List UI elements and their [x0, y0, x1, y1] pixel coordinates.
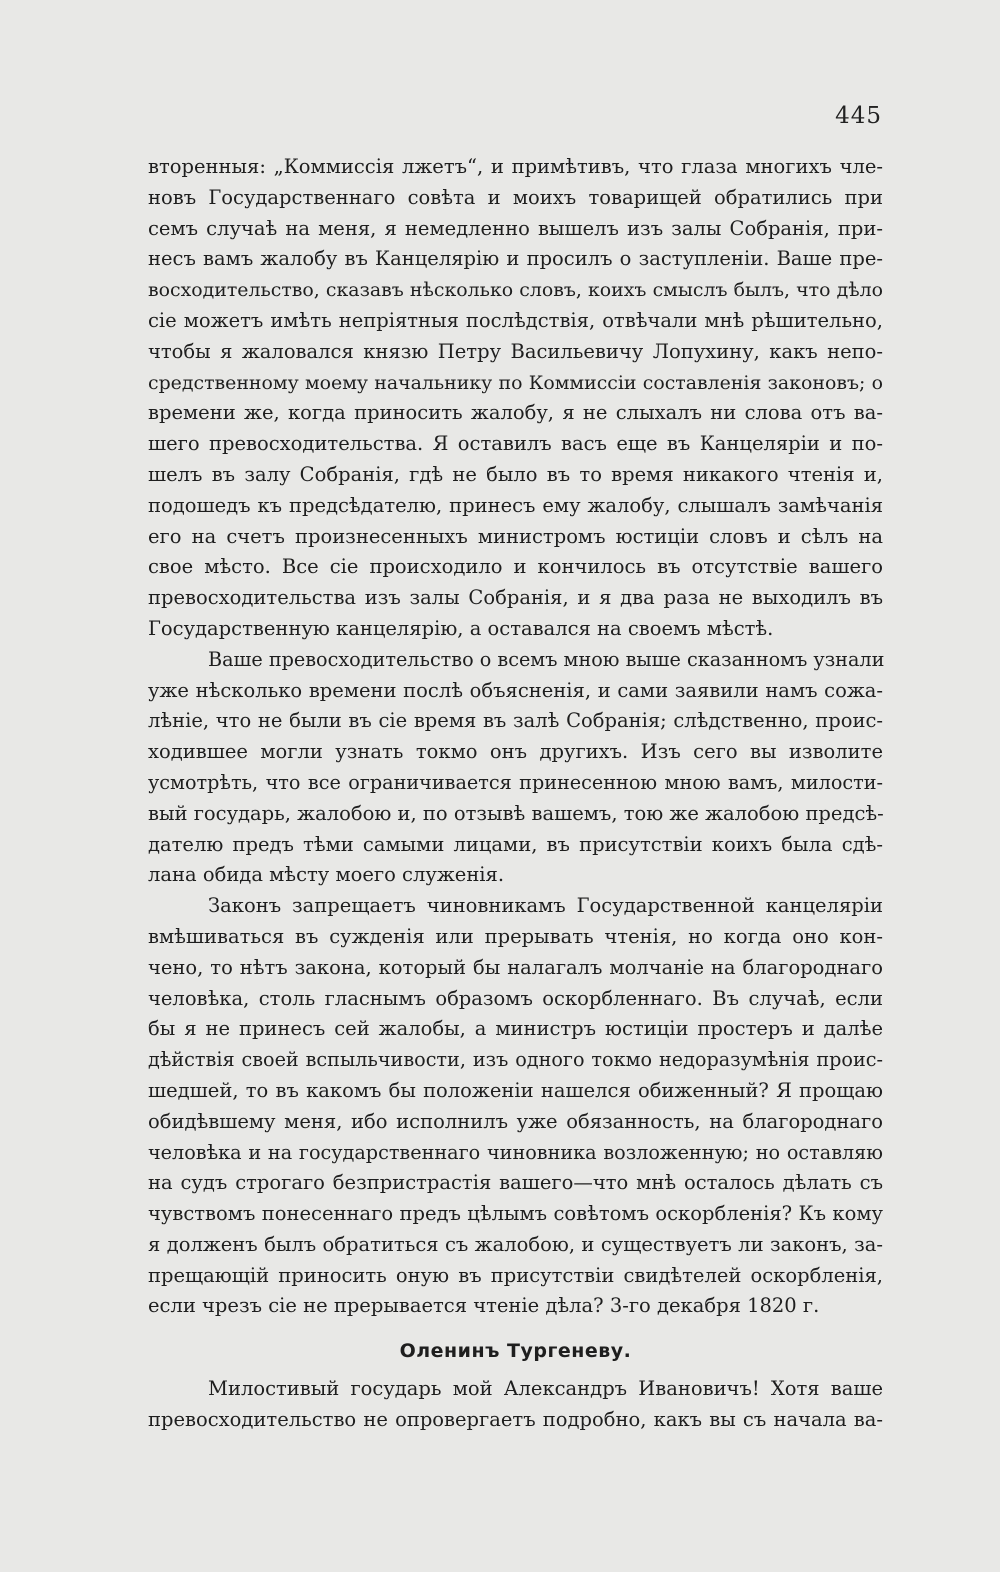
text-line: усмотрѣть, что все ограничивается принесенною мною вамъ, милости- [148, 770, 883, 794]
text-line: дателю предъ тѣми самыми лицами, въ присутствіи коихъ была сдѣ- [148, 832, 883, 856]
text-line: чено, то нѣтъ закона, который бы налагалъ молчаніе на благороднаго [148, 955, 883, 979]
text-line: бы я не принесъ сей жалобы, а министръ юстиціи простеръ и далѣе [148, 1017, 883, 1041]
text-line: семъ случаѣ на меня, я немедленно вышелъ изъ залы Собранія, при- [148, 216, 883, 240]
text-line: прещающій приносить оную въ присутствіи свидѣтелей оскорбленія, [148, 1263, 883, 1287]
text-line: восходительство, сказавъ нѣсколько словъ, коихъ смыслъ былъ, что дѣло [148, 279, 883, 302]
text-line: Государственную канцелярію, а оставался на своемъ мѣстѣ. [148, 616, 774, 640]
text-line: времени же, когда приносить жалобу, я не слыхалъ ни слова отъ ва- [148, 401, 883, 425]
text-line: я долженъ былъ обратиться съ жалобою, и существуетъ ли законъ, за- [148, 1232, 883, 1256]
text-line: средственному моему начальнику по Коммиссіи составленія законовъ; о [148, 371, 883, 394]
paragraph-4 [148, 1374, 883, 1436]
text-line: шего превосходительства. Я оставилъ васъ еще въ Канцеляріи и по- [148, 432, 883, 456]
paragraph-2 [148, 645, 883, 891]
text-line: чувствомъ понесеннаго предъ цѣлымъ совѣтомъ оскорбленія? Къ кому [148, 1202, 883, 1226]
text-line: Ваше превосходительство о всемъ мною выше сказанномъ узнали [208, 647, 885, 671]
text-line: если чрезъ сіе не прерывается чтеніе дѣла? 3-го декабря 1820 г. [148, 1294, 820, 1318]
text-line: человѣка, столь гласнымъ образомъ оскорбленнаго. Въ случаѣ, если [148, 986, 883, 1010]
text-line: Милостивый государь мой Александръ Ивановичъ! Хотя ваше [208, 1377, 883, 1401]
text-line: шедшей, то въ какомъ бы положеніи нашелся обиженный? Я прощаю [148, 1078, 883, 1102]
text-line: сіе можетъ имѣть непріятныя послѣдствія, отвѣчали мнѣ рѣшительно, [148, 308, 883, 332]
text-line: уже нѣсколько времени послѣ объясненія, и сами заявили намъ сожа- [148, 678, 883, 702]
text-line: подошедъ къ предсѣдателю, принесъ ему жалобу, слышалъ замѣчанія [148, 493, 883, 517]
text-line: шелъ въ залу Собранія, гдѣ не было въ то время никакого чтенія и, [148, 462, 883, 486]
text-line: обидѣвшему меня, ибо исполнилъ уже обязанность, на благороднаго [148, 1109, 883, 1133]
text-line: на судъ строгаго безпристрастія вашего—что мнѣ осталось дѣлать съ [148, 1171, 883, 1195]
section-title: Оленинъ Тургеневу. [399, 1340, 632, 1363]
body-text [148, 152, 883, 1436]
text-line: его на счетъ произнесенныхъ министромъ юстиціи словъ и сѣлъ на [148, 524, 883, 548]
text-line: свое мѣсто. Все сіе происходило и кончилось въ отсутствіе вашего [148, 555, 883, 579]
text-line: новъ Государственнаго совѣта и моихъ товарищей обратились при [148, 185, 883, 209]
paragraph-1 [148, 152, 883, 645]
page-number: 445 [835, 103, 882, 129]
text-line: превосходительство не опровергаетъ подробно, какъ вы съ начала ва- [148, 1408, 883, 1432]
text-line: чтобы я жаловался князю Петру Васильевичу Лопухину, какъ непо- [148, 339, 883, 363]
text-line: лана обида мѣсту моего служенія. [148, 863, 505, 887]
text-line: вторенныя: „Коммиссія лжетъ“, и примѣтивъ, что глаза многихъ чле- [148, 155, 883, 178]
text-line: несъ вамъ жалобу въ Канцелярію и просилъ о заступленіи. Ваше пре- [148, 247, 883, 271]
text-line: Законъ запрещаетъ чиновникамъ Государственной канцеляріи [208, 894, 883, 918]
paragraph-3 [148, 891, 883, 1322]
text-line: ходившее могли узнать токмо онъ другихъ. Изъ сего вы изволите [148, 740, 883, 764]
text-line: дѣйствія своей вспыльчивости, изъ одного токмо недоразумѣнія проис- [148, 1048, 883, 1072]
text-line: превосходительства изъ залы Собранія, и я два раза не выходилъ въ [148, 586, 883, 610]
text-line: человѣка и на государственнаго чиновника возложенную; но оставляю [148, 1140, 883, 1164]
text-line: вмѣшиваться въ сужденія или прерывать чтенія, но когда оно кон- [148, 924, 883, 948]
text-line: вый государь, жалобою и, по отзывѣ вашемъ, тою же жалобою предсѣ- [148, 801, 884, 825]
text-line: лѣніе, что не были въ сіе время въ залѣ Собранія; слѣдственно, проис- [148, 709, 883, 733]
